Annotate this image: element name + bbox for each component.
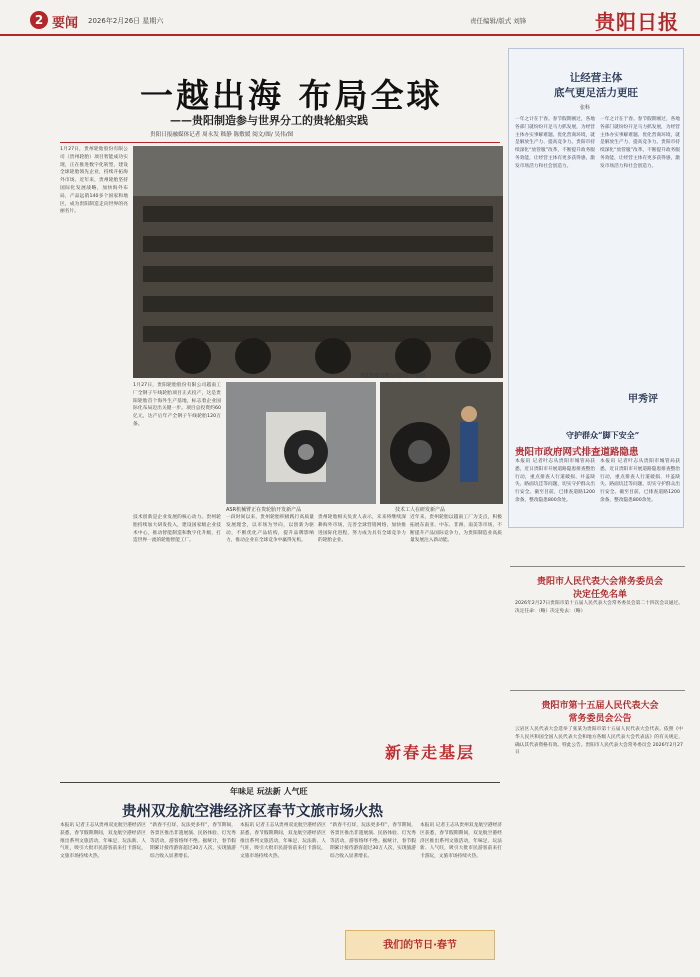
feature-banner-text: 新春走基层	[385, 743, 476, 762]
second-column-1: 本报讯 记者王志从贵州双龙航空港经济区获悉，春节假期期间，双龙航空港经济区推出系列文旅活动，年味足、玩法新、人气旺，吸引大批市民游客前来打卡游玩，文旅市场持续火热。	[60, 823, 146, 860]
lead-headline: 一越出海 布局全球	[140, 76, 443, 115]
newspaper-logo: 贵阳日报	[595, 10, 679, 34]
photo-caption-2: ASR机械臂正在贵轮胎开发新产品	[226, 507, 302, 513]
divider	[510, 566, 685, 567]
lead-column-1: 1月27日，贵州轮胎股份有限公司（贵州轮胎）项目智能成功实现，正在推进数字化转型，建设全球轮胎领先企业，持续开拓海外市场。近年来，贵州轮胎坚持国际化发展战略，加快海外布局，产品远销140多个国家和地区，成为贵阳制造走向世界的亮丽名片。	[60, 147, 128, 215]
news3-headline: 贵阳市第十五届人民代表大会 常务委员会公告	[541, 701, 659, 724]
commentary-author: 张科	[580, 105, 591, 111]
divider	[60, 142, 500, 143]
second-kicker: 年味足 玩法新 人气旺	[230, 787, 308, 796]
second-column-4: “新春不打烊，玩法更多样”，春节期间，各景区推出非遗展演、民俗体验、灯光秀等活动，游客络绎不绝。据统计，春节假期累计接待游客超过30万人次，实现旅游综合收入显著增长。	[330, 823, 416, 860]
festival-banner: 我们的节日·春节	[345, 930, 495, 960]
news2-headline: 贵阳市人民代表大会常务委员会 决定任免名单	[536, 577, 663, 600]
worker-illustration	[380, 382, 503, 504]
lead-column-4: 一段时间以来，贵州轮胎积极践行高质量发展理念，以市场为导向，以创新为驱动，不断优化产品结构，提升品牌影响力，推动企业在全球竞争中赢得先机。	[226, 515, 314, 544]
news1-body-1: 本报讯 记者叶志从贵阳市城管局获悉，近日贵阳市开展道路隐患排查整治行动，重点排查人行道破损、井盖缺失、路面坑洼等问题，切实守护群众出行安全。截至目前，已排查道路1200余条，整改隐患800余处。	[515, 459, 595, 503]
editors-line: 责任编辑/版式 刘锋	[470, 17, 527, 25]
commentary-body-1: 一年之计在于春。春节假期刚过，各地各部门就纷纷开足马力抓发展，为经营主体办实事解难题。优化营商环境，就是解放生产力、提高竞争力。贵阳市持续深化“放管服”改革，不断提升政务服务效能，让经营主体有更多获得感，激发市场活力和社会创造力。	[515, 117, 595, 169]
feature-banner	[385, 740, 525, 766]
lead-subtitle: ——贵阳制造参与世界分工的贵轮船实践	[170, 114, 368, 127]
lead-column-5: 贵州轮胎相关负责人表示，未来将继续深耕海外市场，完善全球营销网络，加快推进国际化进程，努力成为具有全球竞争力的轮胎企业。	[318, 515, 406, 544]
news1-kicker: 守护群众“脚下安全”	[566, 430, 640, 440]
divider	[510, 690, 685, 691]
commentary-body-2: 一年之计在于春。春节假期刚过，各地各部门就纷纷开足马力抓发展，为经营主体办实事解难题。优化营商环境，就是解放生产力、提高竞争力。贵阳市持续深化“放管服”改革，不断提升政务服务效能，让经营主体有更多获得感，激发市场活力和社会创造力。	[600, 117, 680, 169]
lead-column-3: 技术创新是企业发展的核心动力。贵州轮胎持续加大研发投入，建设国家级企业技术中心，推动智能制造和数字化升级，打造世界一流的轮胎智能工厂。	[133, 515, 221, 544]
divider	[60, 782, 500, 783]
issue-date: 2026年2月26日 星期六	[88, 17, 164, 25]
lead-column-2: 1月27日，贵阳轮胎股份有限公司越南工厂全钢子午线轮胎项目正式投产，这是贵阳轮胎首个海外生产基地，标志着企业国际化布局迈出关键一步。项目总投资约60亿元，达产后年产全钢子午线轮胎120万条。	[133, 383, 221, 427]
news1-headline: 贵阳市政府网式排查道路隐患	[515, 447, 639, 458]
worker-photo	[380, 382, 503, 504]
robot-illustration	[226, 382, 376, 504]
second-column-2: “新春不打烊，玩法更多样”，春节期间，各景区推出非遗展演、民俗体验、灯光秀等活动，游客络绎不绝。据统计，春节假期累计接待游客超过30万人次，实现旅游综合收入显著增长。	[150, 823, 236, 860]
factory-illustration	[133, 146, 503, 378]
robot-photo	[226, 382, 376, 504]
photo-caption-3: 技术工人在研发新产品	[395, 507, 446, 513]
lead-byline: 贵阳日报融媒体记者 周永发 嵇静 陈敷媛 阅文/图/ 吴伟/图	[150, 132, 294, 138]
news3-body: 云岩区人民代表大会选举了张某为贵阳市第十五届人民代表大会代表。依照《中华人民共和国全国人民代表大会和地方各级人民代表大会代表法》的有关规定，确认其代表资格有效。特此公告。贵阳市人民代表大会常务委员会 2026年2月27日	[515, 727, 683, 756]
commentary-title: 让经营主体 底气更足活力更旺	[554, 72, 638, 99]
section-title: 要闻	[52, 16, 79, 31]
photo-caption: 贵阳轮胎有限公司的生产车间	[360, 373, 426, 379]
lead-column-6: 近年来，贵州轮胎以越南工厂为支点，积极拓展东南亚、中东、非洲、南美等市场，不断提升产品国际竞争力，为贵阳制造业高质量发展注入新动能。	[410, 515, 502, 544]
second-column-5: 本报讯 记者王志从贵州双龙航空港经济区获悉，春节假期期间，双龙航空港经济区推出系列文旅活动，年味足、玩法新、人气旺，吸引大批市民游客前来打卡游玩，文旅市场持续火热。	[420, 823, 502, 860]
news2-body: 2026年2月27日贵阳市第十五届人民代表大会常务委员会第二十四次会议通过。决定任命：（略）决定免去：（略）	[515, 601, 683, 614]
commentary-tag: 甲秀评	[628, 394, 658, 405]
factory-photo	[133, 146, 503, 378]
second-column-3: 本报讯 记者王志从贵州双龙航空港经济区获悉，春节假期期间，双龙航空港经济区推出系列文旅活动，年味足、玩法新、人气旺，吸引大批市民游客前来打卡游玩，文旅市场持续火热。	[240, 823, 326, 860]
page-number-badge: 2	[30, 11, 48, 29]
second-headline: 贵州双龙航空港经济区春节文旅市场火热	[122, 803, 383, 820]
news1-body-2: 本报讯 记者叶志从贵阳市城管局获悉，近日贵阳市开展道路隐患排查整治行动，重点排查人行道破损、井盖缺失、路面坑洼等问题，切实守护群众出行安全。截至目前，已排查道路1200余条，整改隐患800余处。	[600, 459, 680, 503]
